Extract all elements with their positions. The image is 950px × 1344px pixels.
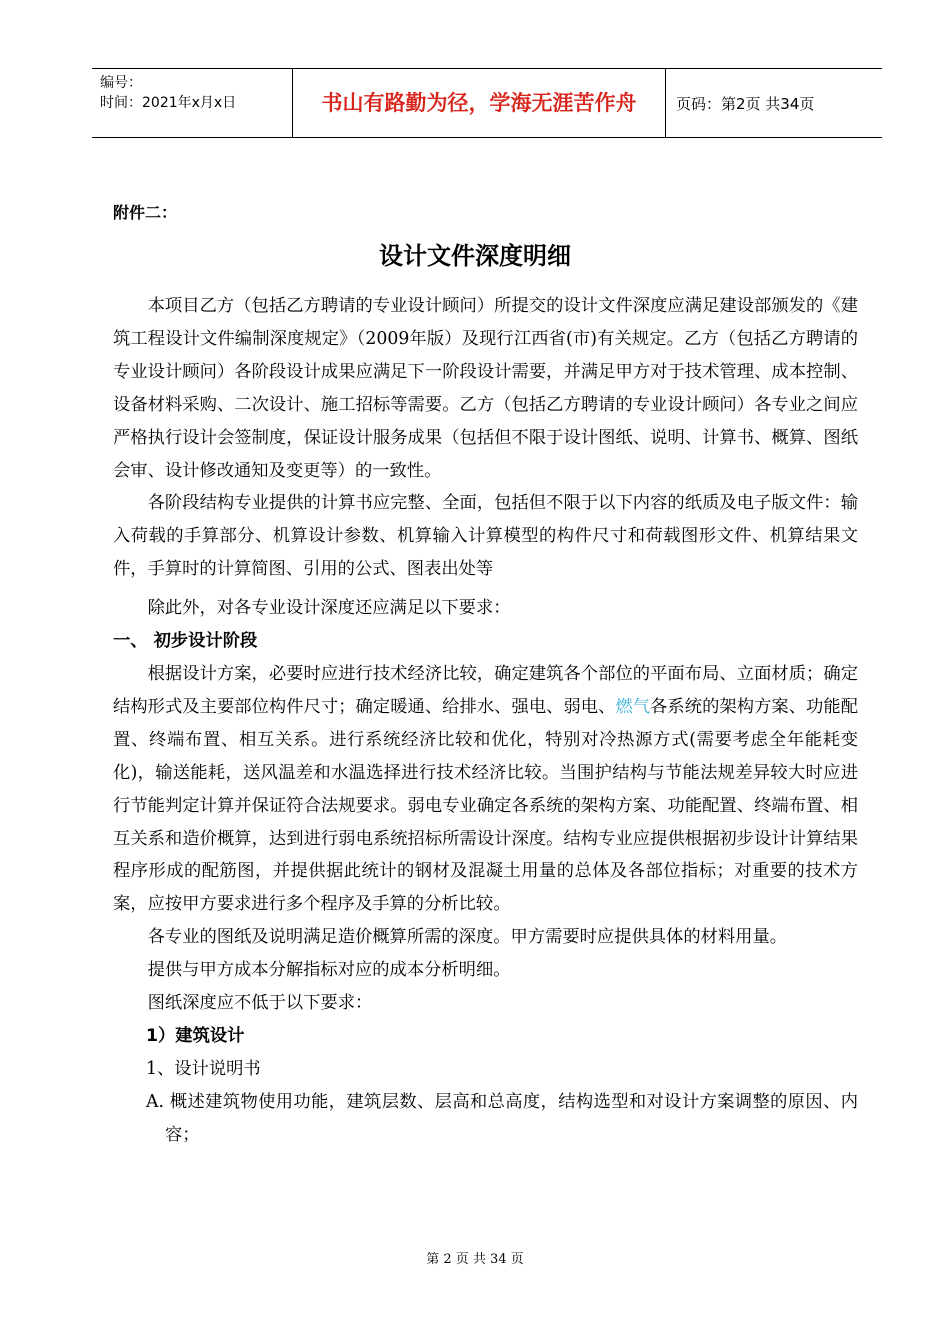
item-a: A. 概述建筑物使用功能，建筑层数、层高和总高度，结构选型和对设计方案调整的原因、内容； bbox=[146, 1091, 858, 1145]
page-header bbox=[92, 68, 882, 138]
header-page-info: 页码：第2页 共34页 bbox=[676, 95, 815, 113]
paragraph-preliminary-part1: 根据设计方案，必要时应进行技术经济比较，确定建筑各个部位的平面布局、立面材质；确定结构形式及主要部位构件尺寸；确定暖通、给排水、强电、弱电、 bbox=[113, 663, 858, 717]
paragraph-requirements: 除此外，对各专业设计深度还应满足以下要求： bbox=[147, 598, 511, 619]
paragraph-preliminary bbox=[113, 658, 858, 921]
gas-highlight: 燃气 bbox=[615, 696, 651, 717]
paragraph-depth: 图纸深度应不低于以下要求： bbox=[147, 993, 373, 1014]
paragraph-drawings: 各专业的图纸及说明满足造价概算所需的深度。甲方需要时应提供具体的材料用量。 bbox=[147, 927, 788, 948]
paragraph-calculation: 各阶段结构专业提供的计算书应完整、全面，包括但不限于以下内容的纸质及电子版文件：输入荷载的手算部分、机算设计参数、机算输入计算模型的构件尺寸和荷载图形文件、机算结果文件，手算时的计算简图、引用的公式、图表出处等 bbox=[113, 493, 858, 580]
attachment-label: 附件二： bbox=[113, 203, 178, 222]
section-heading-preliminary: 一、 初步设计阶段 bbox=[113, 631, 258, 652]
header-left-cell bbox=[92, 69, 293, 137]
document-body bbox=[113, 290, 858, 1152]
document-title: 设计文件深度明细 bbox=[379, 242, 571, 270]
time-label: 时间：2021年x月x日 bbox=[100, 95, 237, 111]
item-design-description: 1、设计说明书 bbox=[146, 1058, 261, 1079]
paragraph-cost: 提供与甲方成本分解指标对应的成本分析明细。 bbox=[147, 960, 511, 981]
page-footer: 第 2 页 共 34 页 bbox=[426, 1252, 524, 1267]
header-motto: 书山有路勤为径，学海无涯苦作舟 bbox=[293, 69, 666, 137]
number-label: 编号： bbox=[100, 75, 142, 91]
paragraph-preliminary-part2: 各系统的架构方案、功能配置、终端布置、相互关系。进行系统经济比较和优化，特别对冷热源方式(需要考虑全年能耗变化)，输送能耗，送风温差和水温选择进行技术经济比较。当围护结构与节能法规差异较大时应进行节能判定计算并保证符合法规要求。弱电专业确定各系统的架构方案、功能配置、终端布置、相互关系和造价概算，达到进行弱电系统招标所需设计深度。结构专业应提供根据初步设计计算结果程序形成的配筋图，并提供据此统计的钢材及混凝土用量的总体及各部位指标；对重要的技术方案，应按甲方要求进行多个程序及手算的分析比较。 bbox=[113, 696, 858, 915]
paragraph-intro: 本项目乙方（包括乙方聘请的专业设计顾问）所提交的设计文件深度应满足建设部颁发的《建筑工程设计文件编制深度规定》（2009年版）及现行江西省(市)有关规定。乙方（包括乙方聘请的专业设计顾问）各阶段设计成果应满足下一阶段设计需要，并满足甲方对于技术管理、成本控制、设备材料采购、二次设计、施工招标等需要。乙方（包括乙方聘请的专业设计顾问）各专业之间应严格执行设计会签制度，保证设计服务成果（包括但不限于设计图纸、说明、计算书、概算、图纸会审、设计修改通知及变更等）的一致性。 bbox=[113, 296, 858, 481]
subsection-architecture: 1）建筑设计 bbox=[146, 1025, 245, 1046]
